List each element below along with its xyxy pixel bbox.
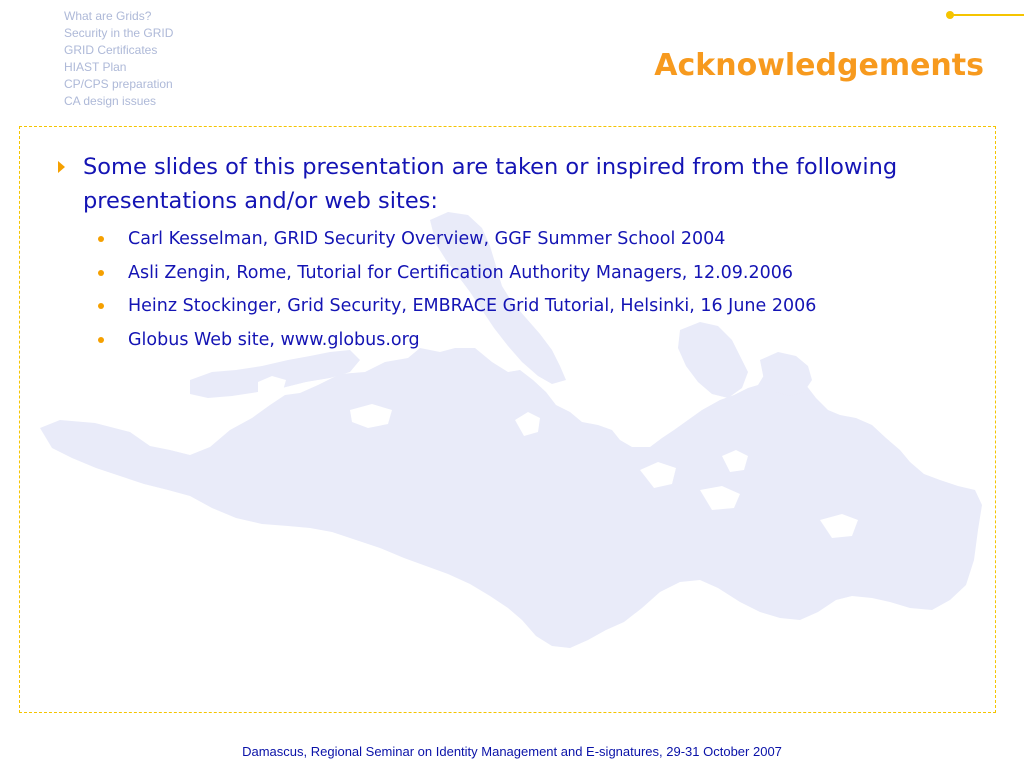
section-outline-nav [64,8,173,110]
slide-title: Acknowledgements [654,48,984,83]
accent-dot [946,11,954,19]
slide-footer: Damascus, Regional Seminar on Identity Management and E-signatures, 29-31 October 2007 [242,744,782,759]
nav-item-hiast-plan[interactable]: HIAST Plan [64,60,127,74]
dot-bullet-icon [98,236,104,242]
nav-item-security-in-the-grid[interactable]: Security in the GRID [64,26,174,40]
list-item [98,225,978,259]
sub-bullet-text: Heinz Stockinger, Grid Security, EMBRACE Grid Tutorial, Helsinki, 16 June 2006 [128,296,817,317]
list-item [98,259,978,293]
nav-item-ca-design-issues[interactable]: CA design issues [64,94,157,108]
accent-line [950,14,1024,16]
sub-bullet-text: Carl Kesselman, GRID Security Overview, GGF Summer School 2004 [128,229,726,249]
triangle-bullet-icon [58,161,65,173]
main-bullet-text: Some slides of this presentation are taken or inspired from the following presentations and/or web sites: [83,154,898,214]
nav-item-cp-cps-preparation[interactable]: CP/CPS preparation [64,77,173,91]
sub-bullet-text: Globus Web site, www.globus.org [128,330,420,351]
dot-bullet-icon [98,270,104,276]
sub-bullet-text: Asli Zengin, Rome, Tutorial for Certification Authority Managers, 12.09.2006 [128,262,794,283]
list-item [98,292,978,326]
nav-item-grid-certificates[interactable]: GRID Certificates [64,43,158,57]
list-item [98,326,978,360]
dot-bullet-icon [98,303,104,309]
sub-bullet-list [98,225,978,360]
dot-bullet-icon [98,337,104,343]
nav-item-what-are-grids[interactable]: What are Grids? [64,9,152,23]
